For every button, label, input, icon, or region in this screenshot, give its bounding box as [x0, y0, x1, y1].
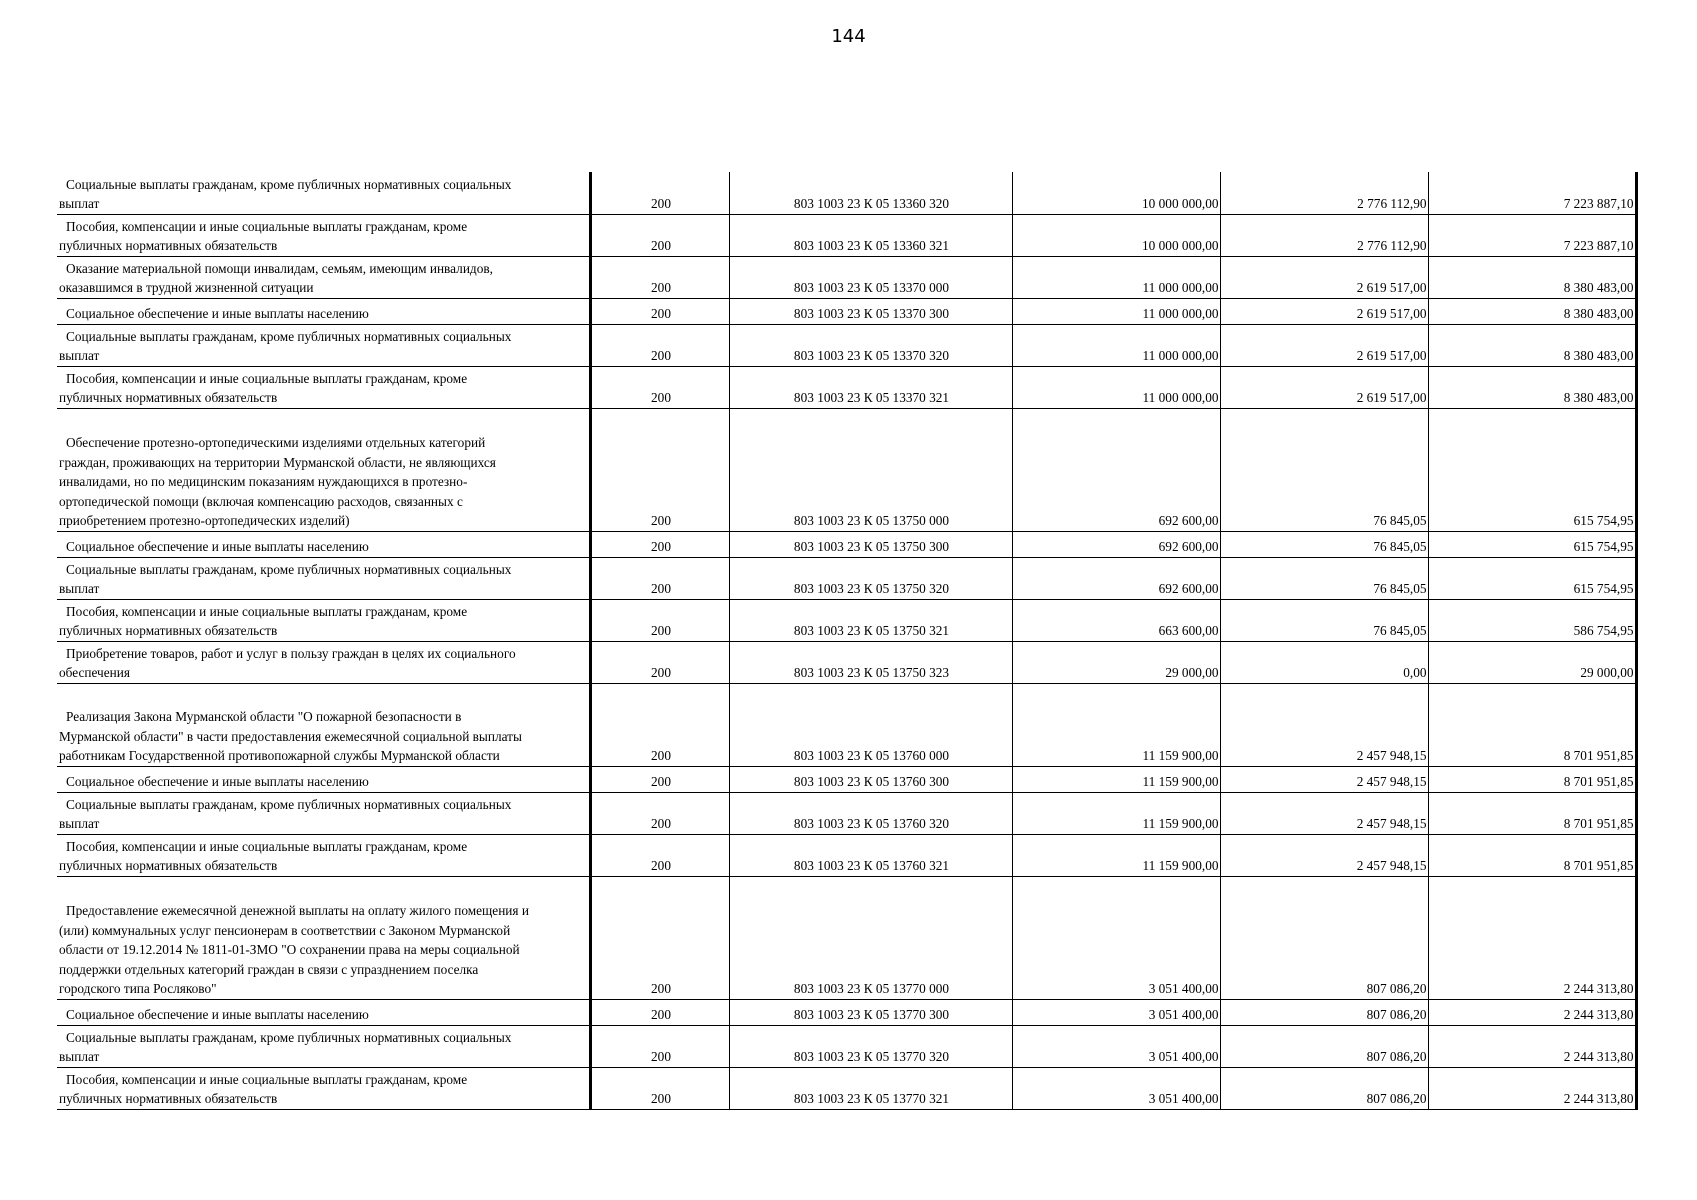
cell-remaining: 8 701 951,85 [1428, 792, 1636, 834]
name-line: приобретением протезно-ортопедических изделий) [59, 513, 350, 528]
cell-executed: 2 776 112,90 [1220, 214, 1428, 256]
cell-remaining: 615 754,95 [1428, 531, 1636, 557]
cell-line-code: 200 [590, 1025, 729, 1067]
cell-line-code: 200 [590, 256, 729, 298]
cell-approved: 10 000 000,00 [1012, 214, 1220, 256]
cell-approved: 11 000 000,00 [1012, 366, 1220, 408]
cell-line-code: 200 [590, 408, 729, 531]
name-line: области от 19.12.2014 № 1811-01-ЗМО "О сохранении права на меры социальной [59, 942, 520, 957]
cell-executed: 0,00 [1220, 641, 1428, 683]
name-line: Пособия, компенсации и иные социальные выплаты гражданам, кроме [66, 603, 468, 619]
table-row [57, 641, 1636, 683]
table-row [57, 876, 1636, 999]
cell-approved: 11 159 900,00 [1012, 766, 1220, 792]
cell-executed: 76 845,05 [1220, 599, 1428, 641]
cell-remaining: 2 244 313,80 [1428, 1025, 1636, 1067]
cell-line-code: 200 [590, 834, 729, 876]
name-line: публичных нормативных обязательств [59, 858, 278, 873]
page-number: 144 [831, 26, 866, 47]
cell-executed: 76 845,05 [1220, 408, 1428, 531]
table-row [57, 999, 1636, 1025]
cell-line-code: 200 [590, 876, 729, 999]
cell-line-code: 200 [590, 172, 729, 214]
cell-remaining: 2 244 313,80 [1428, 876, 1636, 999]
name-line: инвалидами, но по медицинским показаниям нуждающихся в протезно- [59, 474, 468, 489]
table-row [57, 172, 1636, 214]
cell-approved: 11 159 900,00 [1012, 792, 1220, 834]
name-line: граждан, проживающих на территории Мурманской области, не являющихся [59, 454, 496, 470]
cell-name [57, 172, 590, 214]
name-line: выплат [59, 348, 100, 363]
cell-budget-code: 803 1003 23 К 05 13370 000 [729, 256, 1012, 298]
table-row [57, 531, 1636, 557]
cell-executed: 807 086,20 [1220, 1025, 1428, 1067]
table-row [57, 599, 1636, 641]
cell-executed: 2 457 948,15 [1220, 834, 1428, 876]
cell-approved: 11 000 000,00 [1012, 256, 1220, 298]
cell-remaining: 2 244 313,80 [1428, 1067, 1636, 1109]
cell-name [57, 683, 590, 766]
cell-budget-code: 803 1003 23 К 05 13760 000 [729, 683, 1012, 766]
cell-approved: 692 600,00 [1012, 408, 1220, 531]
cell-remaining: 615 754,95 [1428, 557, 1636, 599]
cell-budget-code: 803 1003 23 К 05 13770 321 [729, 1067, 1012, 1109]
cell-executed: 2 619 517,00 [1220, 256, 1428, 298]
cell-remaining: 8 701 951,85 [1428, 683, 1636, 766]
cell-executed: 76 845,05 [1220, 531, 1428, 557]
name-line: Пособия, компенсации и иные социальные выплаты гражданам, кроме [66, 838, 468, 854]
cell-name [57, 214, 590, 256]
cell-remaining: 2 244 313,80 [1428, 999, 1636, 1025]
cell-budget-code: 803 1003 23 К 05 13760 320 [729, 792, 1012, 834]
cell-approved: 3 051 400,00 [1012, 1067, 1220, 1109]
cell-budget-code: 803 1003 23 К 05 13370 321 [729, 366, 1012, 408]
name-line: Социальное обеспечение и иные выплаты населению [66, 774, 369, 789]
name-line: выплат [59, 581, 100, 596]
name-line: ортопедической помощи (включая компенсацию расходов, связанных с [59, 493, 463, 509]
name-line: городского типа Росляково" [59, 981, 217, 996]
name-line: выплат [59, 816, 100, 831]
cell-name [57, 298, 590, 324]
cell-line-code: 200 [590, 531, 729, 557]
name-line: Приобретение товаров, работ и услуг в пользу граждан в целях их социального [66, 645, 516, 661]
name-line: оказавшимся в трудной жизненной ситуации [59, 280, 314, 295]
cell-approved: 692 600,00 [1012, 557, 1220, 599]
cell-line-code: 200 [590, 324, 729, 366]
cell-approved: 11 159 900,00 [1012, 834, 1220, 876]
name-line: Мурманской области" в части предоставления ежемесячной социальной выплаты [59, 728, 522, 744]
budget-execution-table [57, 172, 1638, 1110]
cell-name [57, 1067, 590, 1109]
cell-name [57, 557, 590, 599]
cell-line-code: 200 [590, 557, 729, 599]
cell-budget-code: 803 1003 23 К 05 13750 300 [729, 531, 1012, 557]
cell-budget-code: 803 1003 23 К 05 13370 300 [729, 298, 1012, 324]
name-line: публичных нормативных обязательств [59, 623, 278, 638]
cell-budget-code: 803 1003 23 К 05 13760 321 [729, 834, 1012, 876]
cell-executed: 2 457 948,15 [1220, 766, 1428, 792]
cell-budget-code: 803 1003 23 К 05 13370 320 [729, 324, 1012, 366]
name-line: выплат [59, 196, 100, 211]
cell-executed: 2 619 517,00 [1220, 324, 1428, 366]
name-line: Социальное обеспечение и иные выплаты населению [66, 1007, 369, 1022]
cell-name [57, 366, 590, 408]
cell-executed: 807 086,20 [1220, 1067, 1428, 1109]
name-line: публичных нормативных обязательств [59, 238, 278, 253]
cell-budget-code: 803 1003 23 К 05 13760 300 [729, 766, 1012, 792]
table-row [57, 683, 1636, 766]
name-line: Пособия, компенсации и иные социальные выплаты гражданам, кроме [66, 1071, 468, 1087]
name-line: публичных нормативных обязательств [59, 1091, 278, 1106]
name-line: Обеспечение протезно-ортопедическими изделиями отдельных категорий [66, 435, 486, 450]
table-row [57, 1067, 1636, 1109]
cell-line-code: 200 [590, 599, 729, 641]
table-row [57, 256, 1636, 298]
name-line: Оказание материальной помощи инвалидам, семьям, имеющим инвалидов, [66, 260, 493, 276]
cell-budget-code: 803 1003 23 К 05 13750 320 [729, 557, 1012, 599]
name-line: Социальные выплаты гражданам, кроме публичных нормативных социальных [66, 176, 512, 192]
cell-name [57, 599, 590, 641]
cell-executed: 2 457 948,15 [1220, 792, 1428, 834]
cell-approved: 29 000,00 [1012, 641, 1220, 683]
name-line: поддержки отдельных категорий граждан в связи с упразднением поселка [59, 961, 479, 977]
cell-executed: 807 086,20 [1220, 876, 1428, 999]
cell-executed: 807 086,20 [1220, 999, 1428, 1025]
cell-budget-code: 803 1003 23 К 05 13750 321 [729, 599, 1012, 641]
cell-name [57, 641, 590, 683]
cell-budget-code: 803 1003 23 К 05 13750 323 [729, 641, 1012, 683]
cell-approved: 11 000 000,00 [1012, 298, 1220, 324]
cell-name [57, 792, 590, 834]
table-row [57, 408, 1636, 531]
cell-name [57, 531, 590, 557]
cell-budget-code: 803 1003 23 К 05 13770 300 [729, 999, 1012, 1025]
cell-line-code: 200 [590, 366, 729, 408]
cell-approved: 663 600,00 [1012, 599, 1220, 641]
cell-name [57, 999, 590, 1025]
cell-executed: 76 845,05 [1220, 557, 1428, 599]
cell-executed: 2 776 112,90 [1220, 172, 1428, 214]
table-row [57, 366, 1636, 408]
cell-budget-code: 803 1003 23 К 05 13770 000 [729, 876, 1012, 999]
cell-line-code: 200 [590, 1067, 729, 1109]
cell-approved: 11 000 000,00 [1012, 324, 1220, 366]
cell-line-code: 200 [590, 214, 729, 256]
cell-line-code: 200 [590, 792, 729, 834]
name-line: Социальные выплаты гражданам, кроме публичных нормативных социальных [66, 328, 512, 344]
cell-executed: 2 457 948,15 [1220, 683, 1428, 766]
cell-name [57, 408, 590, 531]
name-line: (или) коммунальных услуг пенсионерам в соответствии с Законом Мурманской [59, 922, 511, 938]
cell-name [57, 256, 590, 298]
cell-approved: 10 000 000,00 [1012, 172, 1220, 214]
cell-line-code: 200 [590, 298, 729, 324]
cell-approved: 3 051 400,00 [1012, 999, 1220, 1025]
table-body [57, 172, 1636, 1109]
name-line: Пособия, компенсации и иные социальные выплаты гражданам, кроме [66, 370, 468, 386]
cell-name [57, 324, 590, 366]
cell-budget-code: 803 1003 23 К 05 13360 320 [729, 172, 1012, 214]
cell-budget-code: 803 1003 23 К 05 13360 321 [729, 214, 1012, 256]
cell-line-code: 200 [590, 999, 729, 1025]
table-row [57, 834, 1636, 876]
name-line: Реализация Закона Мурманской области "О пожарной безопасности в [66, 709, 462, 724]
name-line: Предоставление ежемесячной денежной выплаты на оплату жилого помещения и [66, 903, 529, 918]
cell-remaining: 8 701 951,85 [1428, 766, 1636, 792]
name-line: обеспечения [59, 665, 130, 680]
cell-remaining: 8 701 951,85 [1428, 834, 1636, 876]
cell-budget-code: 803 1003 23 К 05 13770 320 [729, 1025, 1012, 1067]
name-line: выплат [59, 1049, 100, 1064]
table-row [57, 792, 1636, 834]
table-row [57, 298, 1636, 324]
name-line: Социальное обеспечение и иные выплаты населению [66, 306, 369, 321]
cell-approved: 3 051 400,00 [1012, 1025, 1220, 1067]
cell-line-code: 200 [590, 683, 729, 766]
name-line: Социальные выплаты гражданам, кроме публичных нормативных социальных [66, 796, 512, 812]
cell-name [57, 766, 590, 792]
cell-remaining: 8 380 483,00 [1428, 256, 1636, 298]
cell-line-code: 200 [590, 641, 729, 683]
name-line: Пособия, компенсации и иные социальные выплаты гражданам, кроме [66, 218, 468, 234]
table-row [57, 324, 1636, 366]
cell-remaining: 586 754,95 [1428, 599, 1636, 641]
cell-executed: 2 619 517,00 [1220, 366, 1428, 408]
cell-remaining: 8 380 483,00 [1428, 366, 1636, 408]
cell-remaining: 7 223 887,10 [1428, 214, 1636, 256]
name-line: Социальные выплаты гражданам, кроме публичных нормативных социальных [66, 561, 512, 577]
cell-approved: 3 051 400,00 [1012, 876, 1220, 999]
table-row [57, 557, 1636, 599]
cell-line-code: 200 [590, 766, 729, 792]
cell-remaining: 7 223 887,10 [1428, 172, 1636, 214]
name-line: Социальное обеспечение и иные выплаты населению [66, 539, 369, 554]
name-line: Социальные выплаты гражданам, кроме публичных нормативных социальных [66, 1029, 512, 1045]
cell-remaining: 8 380 483,00 [1428, 298, 1636, 324]
table-row [57, 214, 1636, 256]
cell-name [57, 876, 590, 999]
name-line: работникам Государственной противопожарной службы Мурманской области [59, 748, 500, 763]
cell-remaining: 8 380 483,00 [1428, 324, 1636, 366]
cell-executed: 2 619 517,00 [1220, 298, 1428, 324]
table-row [57, 1025, 1636, 1067]
name-line: публичных нормативных обязательств [59, 390, 278, 405]
cell-approved: 692 600,00 [1012, 531, 1220, 557]
cell-budget-code: 803 1003 23 К 05 13750 000 [729, 408, 1012, 531]
cell-approved: 11 159 900,00 [1012, 683, 1220, 766]
cell-remaining: 615 754,95 [1428, 408, 1636, 531]
cell-remaining: 29 000,00 [1428, 641, 1636, 683]
cell-name [57, 834, 590, 876]
table-row [57, 766, 1636, 792]
cell-name [57, 1025, 590, 1067]
